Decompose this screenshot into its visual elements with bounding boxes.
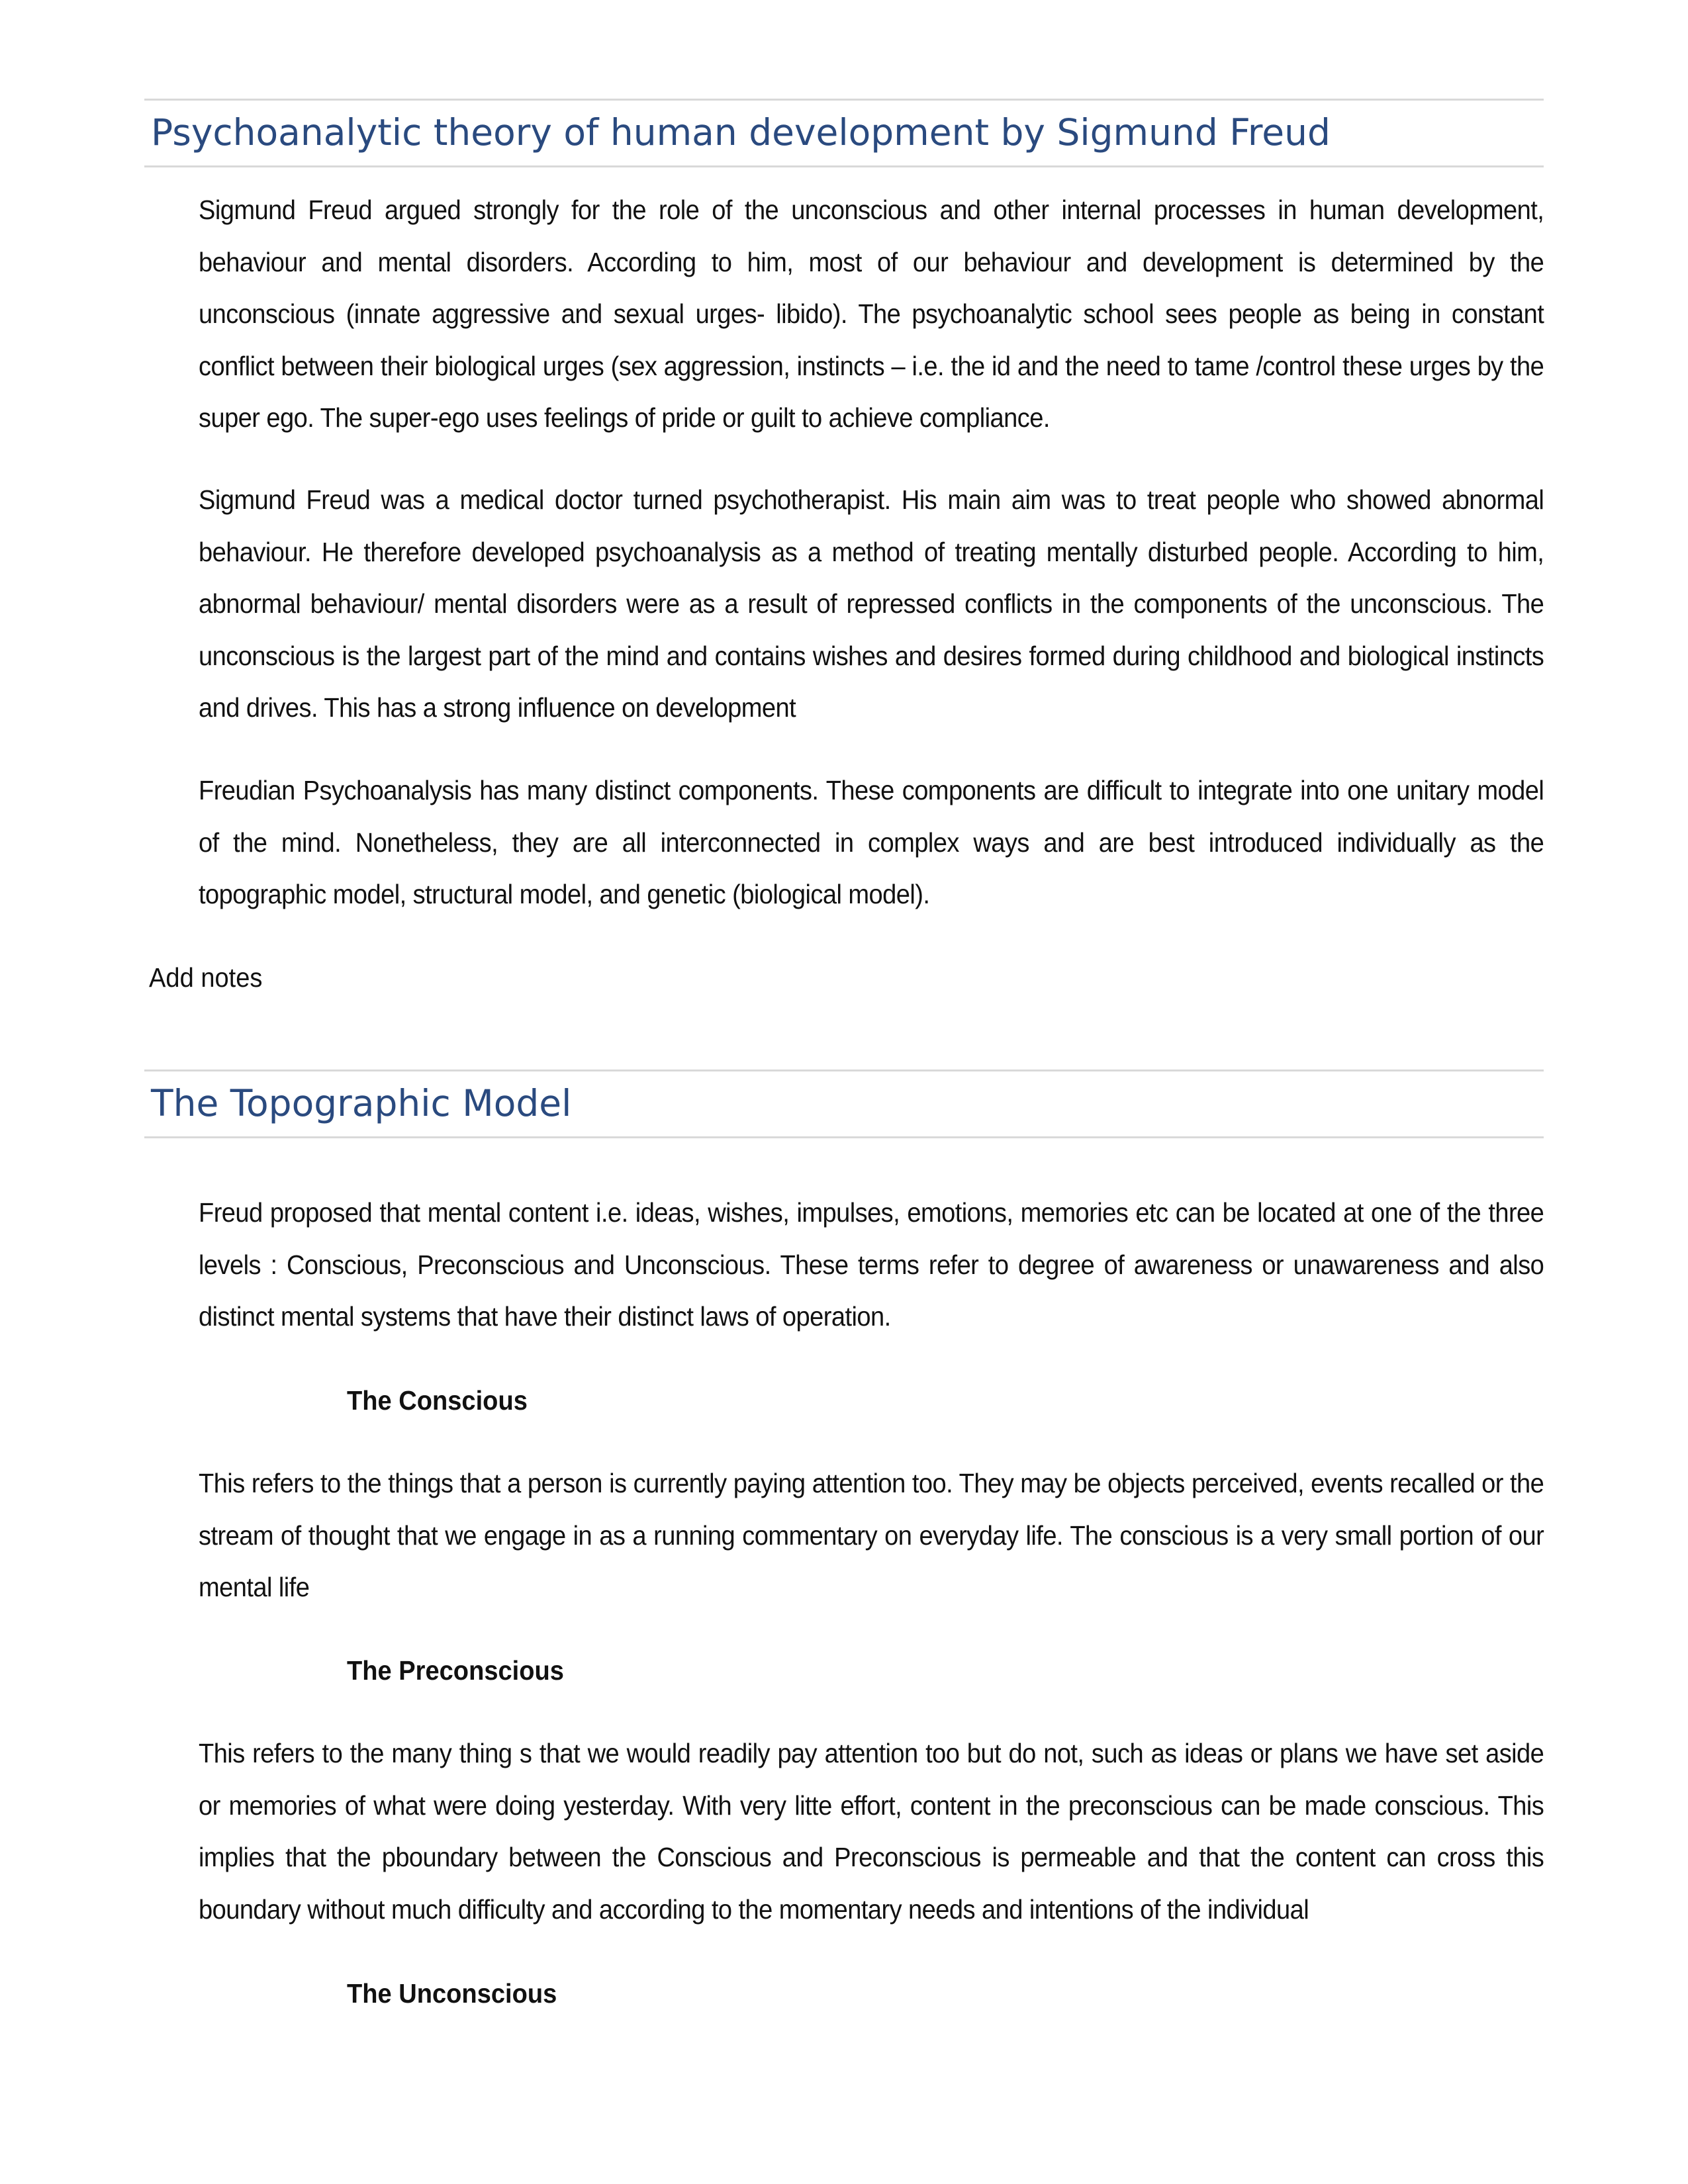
subheading-conscious: The Conscious xyxy=(347,1385,528,1416)
subheading-preconscious: The Preconscious xyxy=(347,1655,564,1686)
paragraph-freud-unconscious: Sigmund Freud argued strongly for the role of the unconscious and other internal processes in human development, behaviour and mental disorders. According to him, most of our behaviour and development is determined by the unconscious (innate aggressive and sexual urges- libido). The psychoanalytic school sees people as being in constant conflict between their biological urges (sex aggression, instincts – i.e. the id and the need to tame /control these urges by the super ego. The super-ego uses feelings of pride or guilt to achieve compliance. xyxy=(199,195,1544,433)
paragraph-preconscious: This refers to the many thing s that we would readily pay attention too but do not, such as ideas or plans we have set aside or memories of what were doing yesterday. With very litte effort, content in the preconscious can be made conscious. This implies that the pboundary between the Conscious and Preconscious is permeable and that the content can cross this boundary without much difficulty and according to the momentary needs and intentions of the individual xyxy=(199,1738,1544,1925)
section-title-psychoanalytic-theory: Psychoanalytic theory of human development by Sigmund Freud xyxy=(144,99,1544,167)
paragraph-freud-psychotherapist: Sigmund Freud was a medical doctor turned psychotherapist. His main aim was to treat people who showed abnormal behaviour. He therefore developed psychoanalysis as a method of treating mentally disturbed people. According to him, abnormal behaviour/ mental disorders were as a result of repressed conflicts in the components of the unconscious. The unconscious is the largest part of the mind and contains wishes and desires formed during childhood and biological instincts and drives. This has a strong influence on development xyxy=(199,484,1544,723)
paragraph-topographic-intro: Freud proposed that mental content i.e. ideas, wishes, impulses, emotions, memories etc can be located at one of the three levels : Conscious, Preconscious and Unconscious. These terms refer to degree of awareness or unawareness and also distinct mental systems that have their distinct laws of operation. xyxy=(199,1197,1544,1332)
section-title-topographic-model: The Topographic Model xyxy=(144,1069,1544,1138)
subheading-unconscious: The Unconscious xyxy=(347,1978,557,2009)
paragraph-conscious: This refers to the things that a person is currently paying attention too. They may be objects perceived, events recalled or the stream of thought that we engage in as a running commentary on everyday life. The conscious is a very small portion of our mental life xyxy=(199,1468,1544,1602)
paragraph-freudian-components: Freudian Psychoanalysis has many distinct components. These components are difficult to integrate into one unitary model of the mind. Nonetheless, they are all interconnected in complex ways and are best introduced individually as the topographic model, structural model, and genetic (biological model). xyxy=(199,775,1544,909)
add-notes-link[interactable]: Add notes xyxy=(149,962,263,993)
